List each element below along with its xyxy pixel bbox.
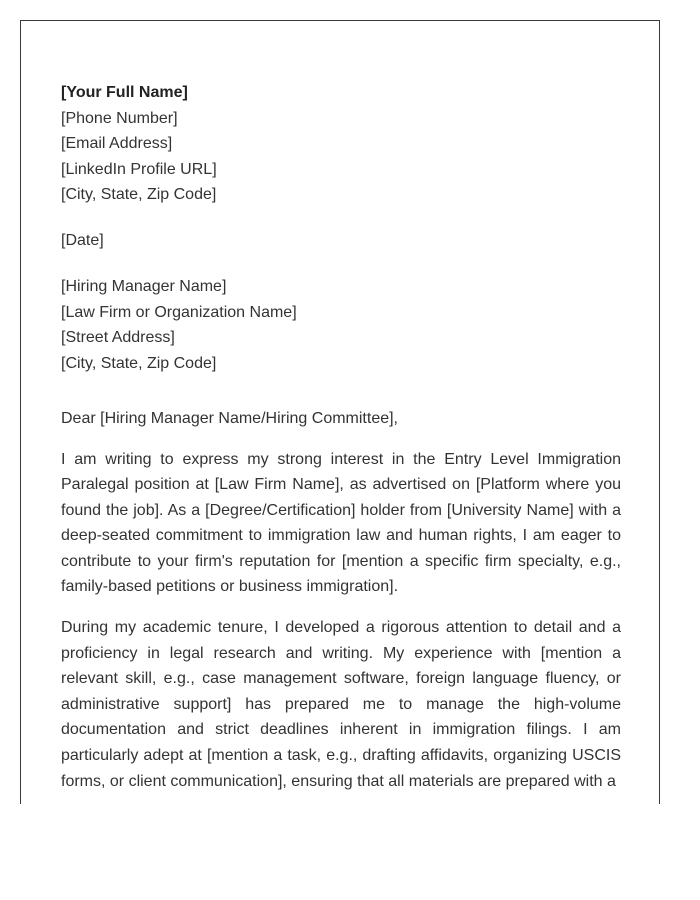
recipient-location: [City, State, Zip Code]	[61, 354, 217, 372]
document-page	[20, 20, 660, 804]
sender-linkedin: [LinkedIn Profile URL]	[61, 160, 217, 178]
sender-email: [Email Address]	[61, 135, 173, 152]
sender-location: [City, State, Zip Code]	[61, 186, 217, 203]
sender-phone: [Phone Number]	[61, 109, 178, 127]
cover-letter-body	[61, 80, 621, 794]
recipient-organization: [Law Firm or Organization Name]	[61, 303, 297, 321]
recipient-street: [Street Address]	[61, 329, 175, 346]
letter-date: [Date]	[61, 231, 104, 249]
sender-name: [Your Full Name]	[61, 84, 188, 101]
body-paragraph-1: I am writing to express my strong interest in the Entry Level Immigration Paralegal position at [Law Firm Name], as advertised on [Platform where you found the job]. As a [Degree/Certification] holder from [University Name] with a deep-seated commitment to immigration law and human rights, I am eager to contribute to your firm's reputation for [mention a specific firm specialty, e.g., family-based petitions or business immigration].	[61, 450, 621, 596]
recipient-name: [Hiring Manager Name]	[61, 278, 227, 295]
recipient-block	[61, 274, 621, 376]
body-paragraph-2: During my academic tenure, I developed a rigorous attention to detail and a proficiency in legal research and writing. My experience with [mention a relevant skill, e.g., case management software, foreign language fluency, or administrative support] has prepared me to manage the high-volume documentation and strict deadlines inherent in immigration filings. I am particularly adept at [mention a task, e.g., drafting affidavits, organizing USCIS forms, or client communication], ensuring that all materials are prepared with a	[61, 619, 621, 790]
salutation: Dear [Hiring Manager Name/Hiring Committee],	[61, 410, 398, 427]
sender-block	[61, 80, 621, 208]
